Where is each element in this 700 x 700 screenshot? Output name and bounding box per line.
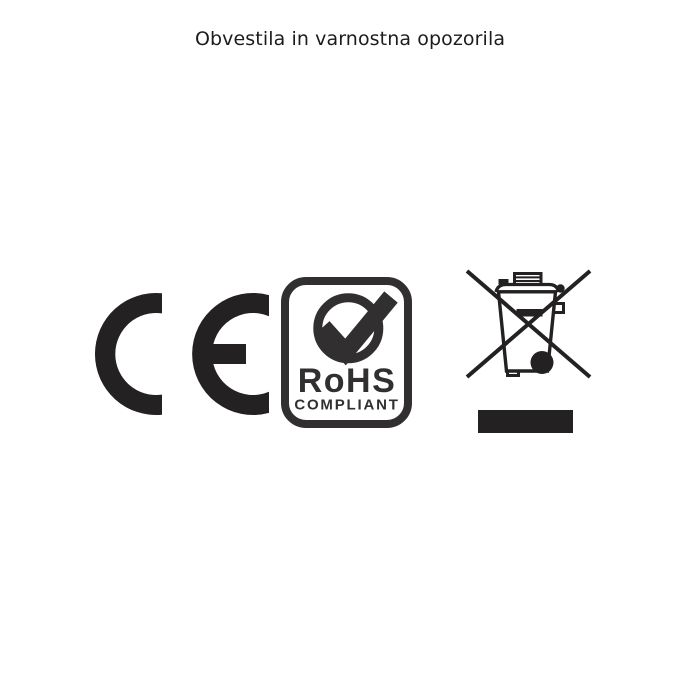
weee-bin-knob [499,279,509,285]
ce-mark-icon [88,288,278,420]
weee-bin-handle [515,274,542,285]
rohs-badge-icon [279,273,415,433]
weee-cross [467,271,590,377]
weee-black-bar [478,410,573,433]
rohs-sublabel: COMPLIANT [294,396,400,414]
rohs-label: RoHS [297,362,397,400]
weee-bin-foot [508,371,519,376]
ce-letter-c [95,293,162,415]
weee-bin-handle-grip [516,277,540,281]
page-title: Obvestila in varnostna opozorila [194,28,506,50]
weee-bin-icon [460,262,596,437]
ce-letter-e-bar [212,344,246,364]
weee-bin-wheel [531,351,554,374]
